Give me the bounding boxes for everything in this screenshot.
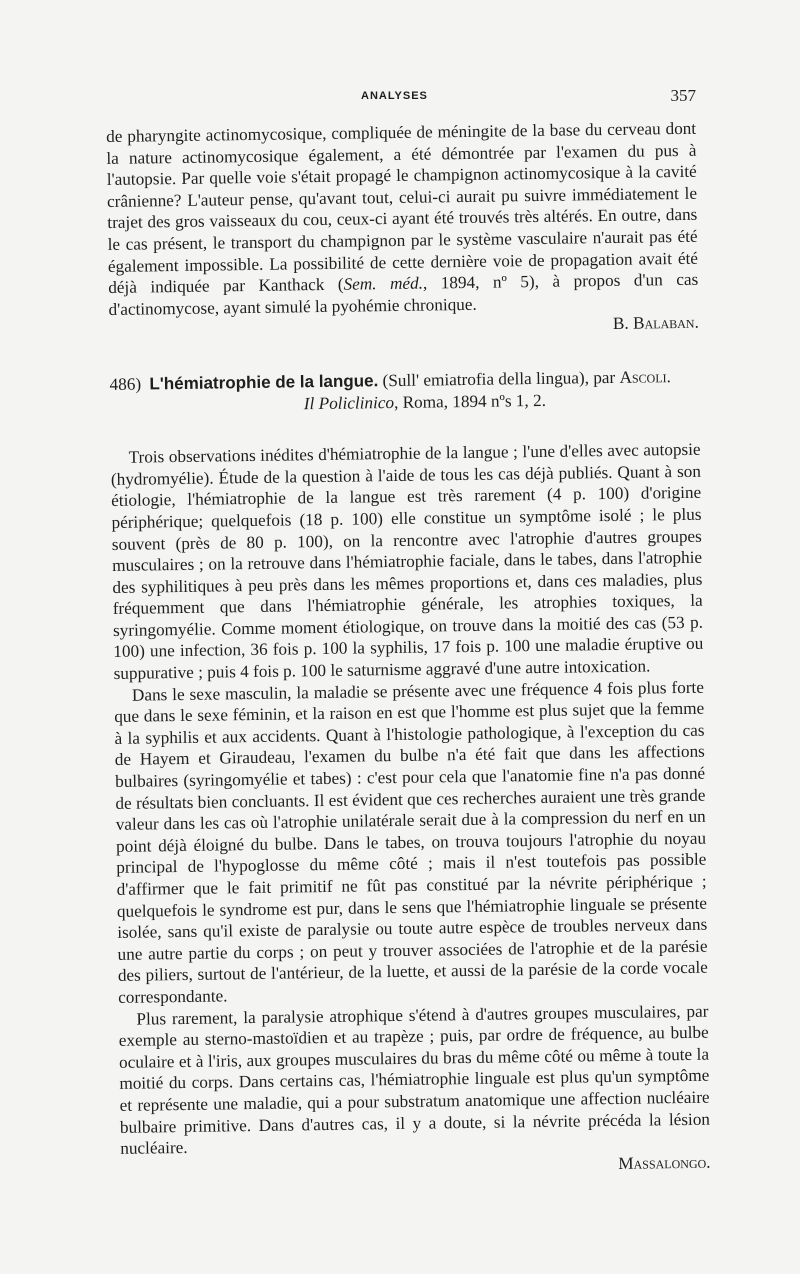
page-header	[106, 86, 696, 108]
article-number: 486)	[109, 374, 142, 394]
running-head: ANALYSES	[361, 90, 428, 102]
previous-article-signature: B. Balaban.	[612, 313, 699, 334]
source-details: , Roma, 1894 nºs 1, 2.	[393, 390, 547, 412]
source-journal: Il Policlinico	[303, 392, 395, 413]
article-signature: Massalongo.	[618, 1152, 711, 1173]
article-paragraph-3: Plus rarement, la paralysie atrophique s'étend à d'autres groupes musculaires, par exemple au sterno-mastoïdien et au trapèze ; puis, par ordre de fréquence, au bulbe oculaire et à l'iris, aux groupes musculaires du bras du même côté ou même à toute la moitié du corps. Dans certains cas, l'hémiatrophie linguale est plus qu'un symptôme et représente une maladie, qui a pour substratum anatomique une affection nucléaire bulbaire primitive. Dans d'autres cas, il y a doute, si la névrite précéda la lésion nucléaire.	[118, 1001, 711, 1159]
article-title: L'hémiatrophie de la langue.	[149, 371, 379, 394]
previous-article-text: de pharyngite actinomycosique, compliquée de méningite de la base du cerveau dont la nature actinomycosique également, a été démontrée par l'examen du pus à l'autopsie. Par quelle voie s'était propagé le champignon actinomycosique à la cavité crânienne? L'auteur pense, qu'avant tout, celui-ci aurait pu suivre immédiatement le trajet des gros vaisseaux du cou, ceux-ci ayant été trouvés très altérés. En outre, dans le cas présent, le transport du champignon par le système vasculaire n'aurait pas été également impossible. La possibilité de cette dernière voie de propagation avait été déjà indiquée par Kanthack (Sem. méd., 1894, nº 5), à propos d'un cas d'actinomycose, ayant simulé la pyohémie chronique.	[106, 118, 699, 319]
article-author: Ascoli.	[619, 367, 672, 387]
article-paragraph-2: Dans le sexe masculin, la maladie se présente avec une fréquence 4 fois plus forte que dans le sexe féminin, et la raison en est que l'homme est plus sujet que la femme à la syphilis et aux accidents. Quant à l'histologie pathologique, à l'exception du cas de Hayem et Giraudeau, l'examen du bulbe n'a été fait que dans les affections bulbaires (syringomyélie et tabes) : c'est pour cela que l'anatomie fine n'a pas donné de résultats bien concluants. Il est évident que ces recherches auraient une très grande valeur dans les cas où l'atrophie unilatérale serait due à la compression du nerf en un point déjà éloigné du bulbe. Dans le tabes, on trouva toujours l'atrophie du noyau principal de l'hypoglosse du même côté ; mais il n'est toutefois pas possible d'affirmer que le fait primitif ne fût pas constitué par la névrite périphérique ; quelquefois le syndrome est pur, dans le sens que l'hémiatrophie linguale se présente isolée, sans qu'il existe de paralysie ou toute autre espèce de troubles nerveux dans une autre partie du corps ; on peut y trouver associées de l'atrophie et de la parésie des piliers, surtout de l'antérieur, de la luette, et aussi de la parésie de la corde vocale correspondante.	[114, 677, 708, 1007]
article-paragraph-1: Trois observations inédites d'hémiatrophie de la langue ; l'une d'elles avec autopsie (hydromyélie). Étude de la question à l'aide de tous les cas déjà publiés. Quant à son étiologie, l'hémiatrophie de la langue est très rarement (4 p. 100) d'origine périphérique; quelquefois (18 p. 100) elle constitue un symptôme isolé ; le plus souvent (près de 80 p. 100), on la rencontre avec l'atrophie d'autres groupes musculaires ; on la retrouve dans l'hémiatrophie faciale, dans le tabes, dans l'atrophie des syphilitiques à peu près dans les mêmes proportions et, dans ces maladies, plus fréquemment que dans l'hémiatrophie générale, les atrophies toxiques, la syringomyélie. Comme moment étiologique, on trouve dans la moitié des cas (53 p. 100) une infection, 36 fois p. 100 la syphilis, 17 fois p. 100 une maladie éruptive ou suppurative ; puis 4 fois p. 100 le saturnisme aggravé d'une autre intoxication.	[110, 439, 704, 684]
page-number: 357	[670, 86, 696, 105]
journal-citation: Sem. méd.	[343, 273, 424, 294]
article-original-title: (Sull' emiatrofia della lingua), par	[382, 367, 616, 391]
body-text	[106, 118, 711, 1181]
